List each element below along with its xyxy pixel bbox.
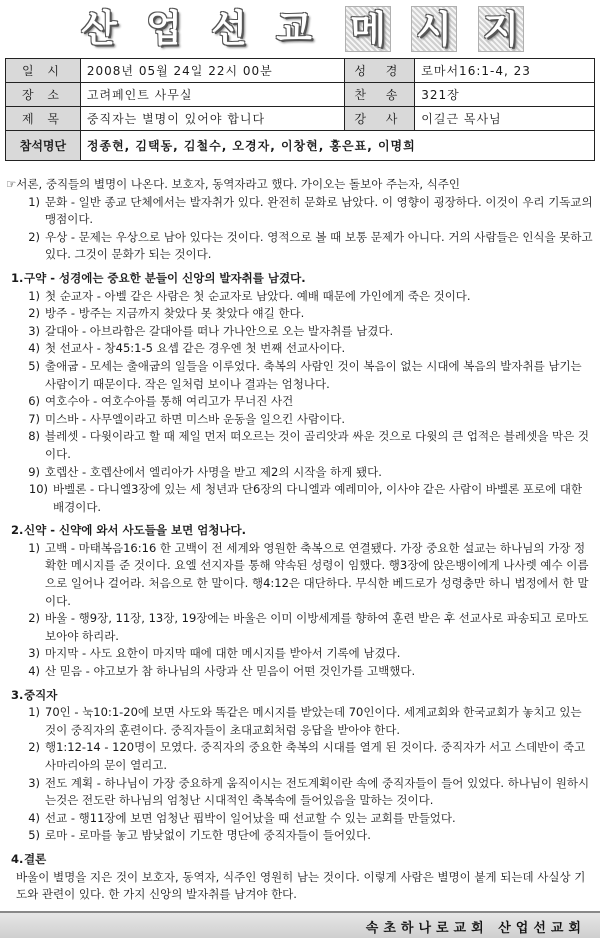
hymn-label: 찬 송 bbox=[345, 83, 415, 107]
item-number: 4) bbox=[28, 341, 40, 356]
item-text: 호렙산 - 호렙산에서 엘리아가 사명을 받고 제2의 시작을 하게 됐다. bbox=[45, 464, 382, 479]
item-text: 여호수아 - 여호수아를 통해 여리고가 무너진 사건 bbox=[45, 394, 294, 409]
list-item bbox=[4, 775, 596, 810]
scripture-value: 로마서16:1-4, 23 bbox=[415, 59, 595, 83]
item-number: 3) bbox=[28, 646, 40, 661]
list-item bbox=[4, 340, 596, 358]
item-number: 5) bbox=[28, 358, 40, 373]
item-number: 1) bbox=[28, 288, 40, 303]
sermon-content bbox=[4, 176, 596, 904]
speaker-label: 강 사 bbox=[345, 107, 415, 131]
title-char: 선 bbox=[211, 7, 247, 50]
conclusion-text: 바울이 별명을 지은 것이 보호자, 동역자, 식주인 영원히 남는 것이다. 이렇게 사람은 별명이 붙게 되는데 사실상 기도와 관련이 있다. 한 가지 신앙의 발자취를 남겨야 한다. bbox=[16, 869, 586, 902]
item-number: 4) bbox=[28, 810, 40, 825]
subject-value: 중직자는 별명이 있어야 합니다 bbox=[80, 107, 344, 131]
item-number: 4) bbox=[28, 664, 40, 679]
item-text: 선교 - 행11장에 보면 엄청난 핍박이 일어났을 때 선교할 수 있는 교회를 만들었다. bbox=[45, 810, 456, 825]
item-text: 우상 - 문제는 우상으로 남아 있다는 것이다. 영적으로 볼 때 보통 문제가 아니다. 거의 사람들은 인식을 못하고 있다. 그것이 문화가 되는 것이다. bbox=[45, 229, 593, 262]
item-number: 2) bbox=[28, 229, 40, 244]
list-item bbox=[4, 393, 596, 411]
section-number: 4. bbox=[11, 851, 24, 866]
section-title: 결론 bbox=[24, 851, 47, 866]
list-item bbox=[4, 827, 596, 845]
list-item bbox=[4, 323, 596, 341]
list-item bbox=[4, 645, 596, 663]
title-char: 지 bbox=[478, 6, 524, 52]
list-item bbox=[4, 540, 596, 610]
list-item bbox=[4, 229, 596, 264]
item-number: 2) bbox=[28, 306, 40, 321]
title-char: 산 bbox=[81, 7, 117, 50]
item-number: 9) bbox=[28, 464, 40, 479]
attendees-value: 정종현, 김택동, 김철수, 오경자, 이창현, 홍은표, 이명희 bbox=[80, 131, 594, 161]
item-text: 바울 - 행9장, 11장, 13장, 19장에는 바울은 이미 이방세계를 향하여 훈련 받은 후 선교사로 파송되고 로마도 보아야 하리라. bbox=[45, 611, 589, 643]
list-item bbox=[4, 194, 596, 229]
list-item bbox=[4, 411, 596, 429]
item-text: 산 믿음 - 야고보가 참 하나님의 사랑과 산 믿음이 어떤 것인가를 고백했다. bbox=[45, 664, 416, 679]
item-text: 방주 - 방주는 지금까지 찾았다 못 찾았다 얘길 한다. bbox=[45, 306, 305, 321]
section-number: 3. bbox=[11, 687, 24, 702]
list-item bbox=[4, 305, 596, 323]
item-number: 1) bbox=[28, 540, 40, 555]
item-text: 전도 계획 - 하나님이 가장 중요하게 움직이시는 전도계획이란 속에 중직자들이 들어 있었다. 하나님이 원하시는것은 전도란 하나님의 엄청난 시대적인 축복속에 들어있음을 말하는 것이다. bbox=[45, 775, 590, 808]
attendees-label: 참석명단 bbox=[6, 131, 81, 161]
section-heading bbox=[4, 687, 596, 705]
item-text: 미스바 - 사무엘이라고 하면 미스바 운동을 일으킨 사람이다. bbox=[45, 411, 346, 426]
list-item bbox=[4, 358, 596, 393]
footer-bar bbox=[0, 911, 600, 938]
section-heading bbox=[4, 522, 596, 540]
hymn-value: 321장 bbox=[415, 83, 595, 107]
subject-label: 제 목 bbox=[6, 107, 81, 131]
place-value: 고려페인트 사무실 bbox=[80, 83, 344, 107]
item-text: 행1:12-14 - 120명이 모였다. 중직자의 중요한 축복의 시대를 열게 된 것이다. 중직자가 서고 스데반이 죽고 사마리아의 문이 열리고. bbox=[45, 740, 586, 772]
page-title bbox=[0, 0, 600, 56]
date-value: 2008년 05월 24일 22시 00분 bbox=[80, 59, 344, 83]
item-number: 1) bbox=[28, 194, 40, 209]
item-text: 70인 - 눅10:1-20에 보면 사도와 똑같은 메시지를 받았는데 70인이다. 세계교회와 한국교회가 놓치고 있는 것이 중직자의 훈련이다. 중직자들이 초대교회처럼 응답을 받아야 한다. bbox=[45, 705, 582, 737]
item-text: 첫 선교사 - 창45:1-5 요셉 같은 경우엔 첫 번째 선교사이다. bbox=[45, 341, 346, 356]
item-number: 7) bbox=[28, 411, 40, 426]
list-item bbox=[4, 810, 596, 828]
item-text: 문화 - 일반 종교 단체에서는 발자취가 있다. 완전히 문화로 남았다. 이 영향이 굉장하다. 이것이 우리 기독교의 맹점이다. bbox=[45, 194, 593, 227]
item-text: 출애굽 - 모세는 출애굽의 일들을 이루었다. 축복의 사람인 것이 복음이 없는 시대에 복음의 발자취를 남기는 사람이기 때문이다. 작은 일처럼 보이나 결과는 엄청나다. bbox=[45, 358, 582, 391]
item-number: 2) bbox=[28, 611, 40, 626]
item-number: 3) bbox=[28, 775, 40, 790]
title-char: 업 bbox=[146, 7, 182, 50]
section-title: 구약 - 성경에는 중요한 분들이 신앙의 발자취를 남겼다. bbox=[24, 270, 306, 285]
section-number: 2. bbox=[11, 523, 24, 538]
list-item bbox=[4, 610, 596, 645]
list-item bbox=[4, 663, 596, 681]
item-number: 2) bbox=[28, 740, 40, 755]
info-table bbox=[5, 58, 595, 161]
item-text: 로마 - 로마를 놓고 밤낮없이 기도한 명단에 중직자들이 들어있다. bbox=[45, 828, 371, 843]
section-heading bbox=[4, 851, 596, 869]
list-item bbox=[4, 428, 596, 463]
list-item bbox=[4, 288, 596, 306]
speaker-value: 이길근 목사님 bbox=[415, 107, 595, 131]
item-number: 3) bbox=[28, 323, 40, 338]
item-text: 갈대아 - 아브라함은 갈대아를 떠나 가나안으로 오는 발자취를 남겼다. bbox=[45, 323, 394, 338]
intro-line: ☞서론, 중직들의 별명이 나온다. 보호자, 동역자라고 했다. 가이오는 돌보아 주는자, 식주인 bbox=[6, 177, 460, 191]
title-char: 시 bbox=[411, 6, 457, 52]
item-number: 6) bbox=[28, 394, 40, 409]
item-number: 1) bbox=[28, 705, 40, 720]
list-item bbox=[4, 739, 596, 774]
list-item bbox=[4, 464, 596, 482]
list-item bbox=[4, 704, 596, 739]
list-item bbox=[4, 481, 596, 516]
place-label: 장 소 bbox=[6, 83, 81, 107]
item-text: 마지막 - 사도 요한이 마지막 때에 대한 메시지를 받아서 기록에 남겼다. bbox=[45, 646, 401, 661]
item-text: 블레셋 - 다윗이라고 할 때 제일 먼저 떠오르는 것이 골리앗과 싸운 것으로 다윗의 큰 업적은 블레셋을 막은 것이다. bbox=[45, 429, 589, 461]
item-number: 5) bbox=[28, 828, 40, 843]
section-title: 신약 - 신약에 와서 사도들을 보면 엄청나다. bbox=[24, 523, 247, 538]
item-number: 10) bbox=[28, 482, 48, 497]
item-number: 8) bbox=[28, 429, 40, 444]
section-heading bbox=[4, 270, 596, 288]
item-text: 고백 - 마태복음16:16 한 고백이 전 세계와 영원한 축복으로 연결됐다. 가장 중요한 설교는 하나님의 가장 정확한 메시지를 준 것이다. 요엘 선지자를 통해 약속된 성령이 임했다. 행3장에 앉은뱅이에게 나사렛 예수 이름으로 일어나 걸어라. 처음으로 한 말이다. 행4:12은 대단하다. 무식한 베드로가 성령충만 하니 법정에서 한 말이다. bbox=[45, 540, 589, 608]
date-label: 일 시 bbox=[6, 59, 81, 83]
scripture-label: 성 경 bbox=[345, 59, 415, 83]
title-char: 교 bbox=[276, 7, 312, 50]
section-number: 1. bbox=[11, 270, 24, 285]
item-text: 첫 순교자 - 아벨 같은 사람은 첫 순교자로 남았다. 예배 때문에 가인에게 죽은 것이다. bbox=[45, 288, 471, 303]
item-text: 바벨론 - 다니엘3장에 있는 세 청년과 단6장의 다니엘과 예레미아, 이사야 같은 사람이 바벨론 포로에 대한 배경이다. bbox=[53, 482, 583, 514]
section-title: 중직자 bbox=[24, 687, 58, 702]
title-char: 메 bbox=[345, 6, 391, 52]
church-name: 속초하나로교회 산업선교회 bbox=[365, 921, 586, 936]
